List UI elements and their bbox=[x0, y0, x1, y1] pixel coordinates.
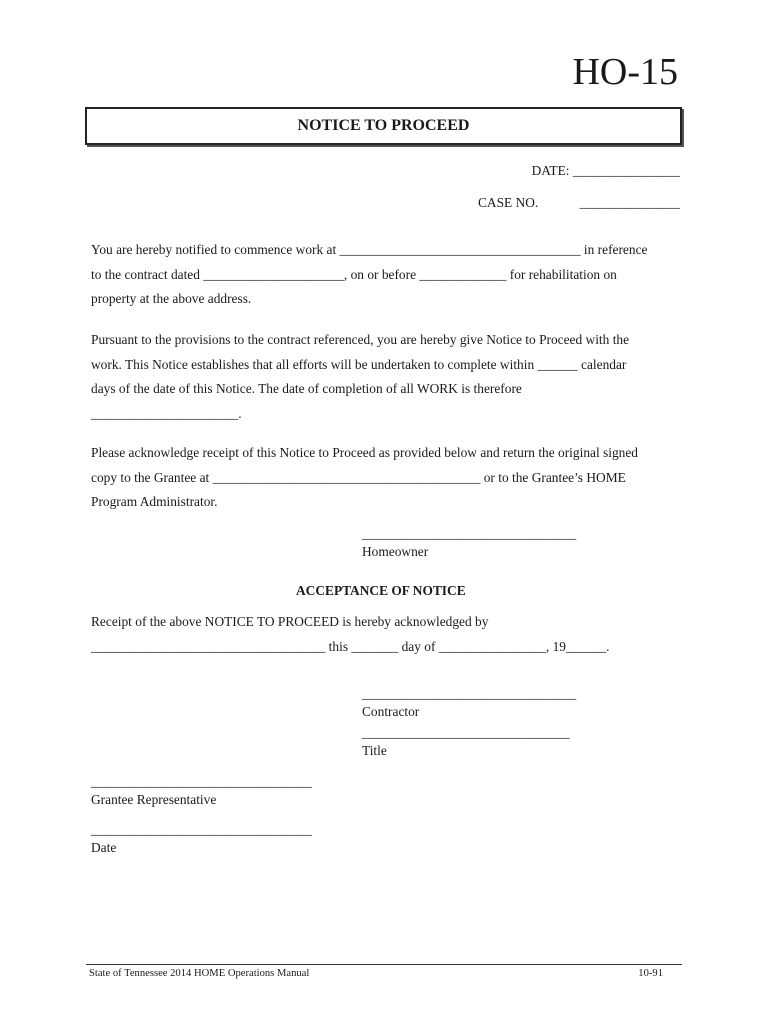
paragraph-line: You are hereby notified to commence work at ____________________________________ in reference bbox=[91, 242, 648, 257]
paragraph-line: property at the above address. bbox=[91, 291, 252, 306]
pursuant-paragraph bbox=[91, 328, 691, 426]
paragraph-line: Please acknowledge receipt of this Notice to Proceed as provided below and return the original signed bbox=[91, 445, 638, 460]
date-field: DATE: ________________ bbox=[531, 163, 680, 178]
commence-work-paragraph bbox=[91, 238, 691, 312]
title-signature-line: _______________________________ bbox=[362, 725, 570, 740]
paragraph-line: copy to the Grantee at ________________________________________ or to the Grantee’s HOME bbox=[91, 469, 626, 485]
document-title: NOTICE TO PROCEED bbox=[297, 117, 470, 134]
date-signature-line: _________________________________ bbox=[91, 822, 312, 837]
grantee-rep-label: Grantee Representative bbox=[91, 792, 217, 807]
case-number-label: CASE NO. bbox=[478, 195, 539, 210]
title-label: Title bbox=[362, 743, 387, 758]
receipt-date-line: ___________________________________ this _______ day of ________________, 19______. bbox=[91, 639, 610, 654]
paragraph-line: Program Administrator. bbox=[91, 494, 218, 509]
footer-manual-title: State of Tennessee 2014 HOME Operations Manual bbox=[89, 968, 310, 979]
date-label: Date bbox=[91, 840, 117, 855]
paragraph-line: days of the date of this Notice. The date of completion of all WORK is therefore bbox=[91, 381, 522, 396]
case-number-field: _______________ bbox=[579, 195, 680, 210]
paragraph-line: ______________________. bbox=[91, 405, 242, 421]
receipt-text: Receipt of the above NOTICE TO PROCEED is hereby acknowledged by bbox=[91, 614, 489, 629]
paragraph-line: work. This Notice establishes that all efforts will be undertaken to complete within ______ calendar bbox=[91, 356, 627, 372]
page-number: 10-91 bbox=[638, 968, 663, 979]
acknowledge-paragraph bbox=[91, 441, 691, 515]
homeowner-signature-line: ________________________________ bbox=[362, 526, 577, 541]
homeowner-label: Homeowner bbox=[362, 544, 429, 559]
paragraph-line: Pursuant to the provisions to the contract referenced, you are hereby give Notice to Proceed with the bbox=[91, 332, 630, 347]
paragraph-line: to the contract dated _____________________, on or before _____________ for rehabilitation on bbox=[91, 266, 617, 282]
acceptance-heading: ACCEPTANCE OF NOTICE bbox=[296, 583, 466, 598]
title-box bbox=[85, 107, 682, 145]
grantee-rep-signature-line: _________________________________ bbox=[91, 774, 312, 789]
form-id: HO-15 bbox=[572, 51, 678, 93]
contractor-label: Contractor bbox=[362, 704, 420, 719]
contractor-signature-line: ________________________________ bbox=[362, 686, 577, 701]
footer-divider bbox=[86, 964, 682, 965]
